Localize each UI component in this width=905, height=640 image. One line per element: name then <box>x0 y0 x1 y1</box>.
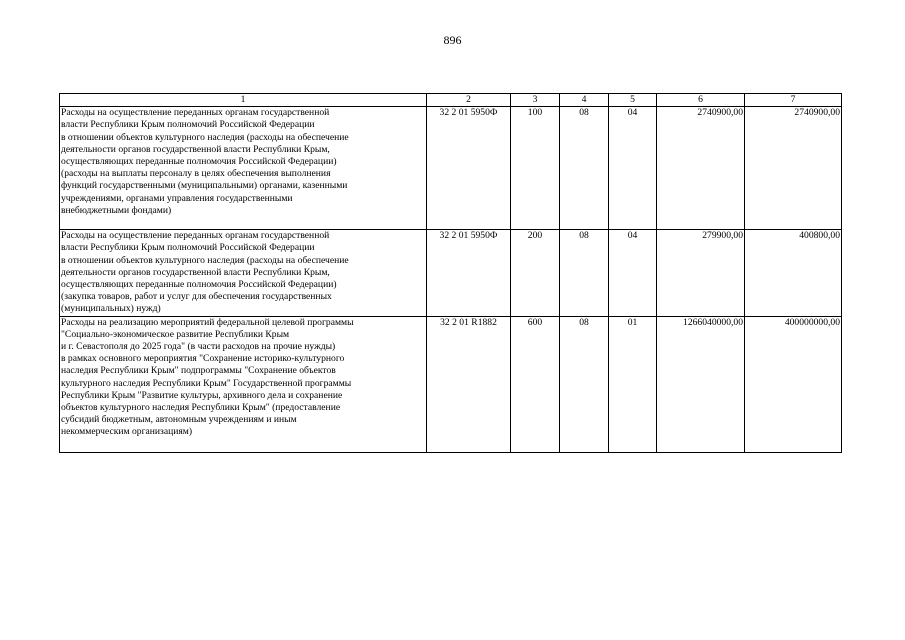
description-line: власти Республики Крым полномочий Российской Федерации <box>61 119 315 131</box>
subsection: 04 <box>609 230 657 316</box>
header-col-7: 7 <box>745 94 842 107</box>
description-line: Республики Крым "Развитие культуры, архивного дела и сохранение <box>61 389 343 401</box>
target-code: 32 2 01 5950Ф <box>427 107 511 230</box>
description-line: учреждениями, органами управления государственными <box>61 192 293 204</box>
amount-col6: 2740900,00 <box>657 107 745 230</box>
row-description <box>60 107 427 230</box>
expense-type: 600 <box>511 316 560 452</box>
description-line: "Социально-экономическое развитие Республики Крым <box>61 328 290 340</box>
description-line: Расходы на реализацию мероприятий федеральной целевой программы <box>61 316 354 328</box>
table-row <box>60 316 842 452</box>
description-line: осуществляющих переданные полномочия Российской Федерации) <box>61 279 337 291</box>
description-line: некоммерческим организациям) <box>61 426 193 438</box>
table-row <box>60 230 842 316</box>
expense-type: 200 <box>511 230 560 316</box>
description-line: культурного наследия Республики Крым" Государственной программы <box>61 377 352 389</box>
table-row <box>60 107 842 230</box>
page-number: 896 <box>443 33 462 47</box>
amount-col6: 279900,00 <box>657 230 745 316</box>
description-line: внебюджетными фондами) <box>61 204 172 216</box>
description-line: (муниципальных) нужд) <box>61 303 161 315</box>
description-line: в рамках основного мероприятия "Сохранение историко-культурного <box>61 353 345 365</box>
header-col-6: 6 <box>657 94 745 107</box>
description-line: (закупка товаров, работ и услуг для обеспечения государственных <box>61 291 332 303</box>
description-line: наследия Республики Крым" подпрограммы "Сохранение объектов <box>61 365 336 377</box>
header-col-1: 1 <box>60 94 427 107</box>
section: 08 <box>560 107 609 230</box>
amount-col7: 2740900,00 <box>745 107 842 230</box>
budget-table <box>59 93 842 453</box>
description-line: деятельности органов государственной власти Республики Крым, <box>61 143 330 155</box>
description-line: Расходы на осуществление переданных органам государственной <box>61 230 330 242</box>
header-col-4: 4 <box>560 94 609 107</box>
description-line: Расходы на осуществление переданных органам государственной <box>61 107 330 119</box>
target-code: 32 2 01 5950Ф <box>427 230 511 316</box>
subsection: 04 <box>609 107 657 230</box>
description-line: объектов культурного наследия Республики Крым" (предоставление <box>61 402 341 414</box>
description-line: власти Республики Крым полномочий Российской Федерации <box>61 242 315 254</box>
description-line: и г. Севастополя до 2025 года" (в части расходов на прочие нужды) <box>61 341 336 353</box>
description-line: в отношении объектов культурного наследия (расходы на обеспечение <box>61 254 349 266</box>
expense-type: 100 <box>511 107 560 230</box>
description-line: функций государственными (муниципальными) органами, казенными <box>61 180 348 192</box>
amount-col7: 400800,00 <box>745 230 842 316</box>
section: 08 <box>560 316 609 452</box>
header-col-3: 3 <box>511 94 560 107</box>
row-description <box>60 316 427 452</box>
row-description <box>60 230 427 316</box>
description-line: в отношении объектов культурного наследия (расходы на обеспечение <box>61 131 349 143</box>
description-line: (расходы на выплаты персоналу в целях обеспечения выполнения <box>61 168 331 180</box>
subsection: 01 <box>609 316 657 452</box>
section: 08 <box>560 230 609 316</box>
target-code: 32 2 01 R1882 <box>427 316 511 452</box>
header-col-5: 5 <box>609 94 657 107</box>
header-row <box>60 94 842 107</box>
header-col-2: 2 <box>427 94 511 107</box>
amount-col7: 400000000,00 <box>745 316 842 452</box>
description-line: деятельности органов государственной власти Республики Крым, <box>61 266 330 278</box>
description-line: субсидий бюджетным, автономным учреждениям и иным <box>61 414 297 426</box>
description-line: осуществляющих переданные полномочия Российской Федерации) <box>61 156 337 168</box>
amount-col6: 1266040000,00 <box>657 316 745 452</box>
